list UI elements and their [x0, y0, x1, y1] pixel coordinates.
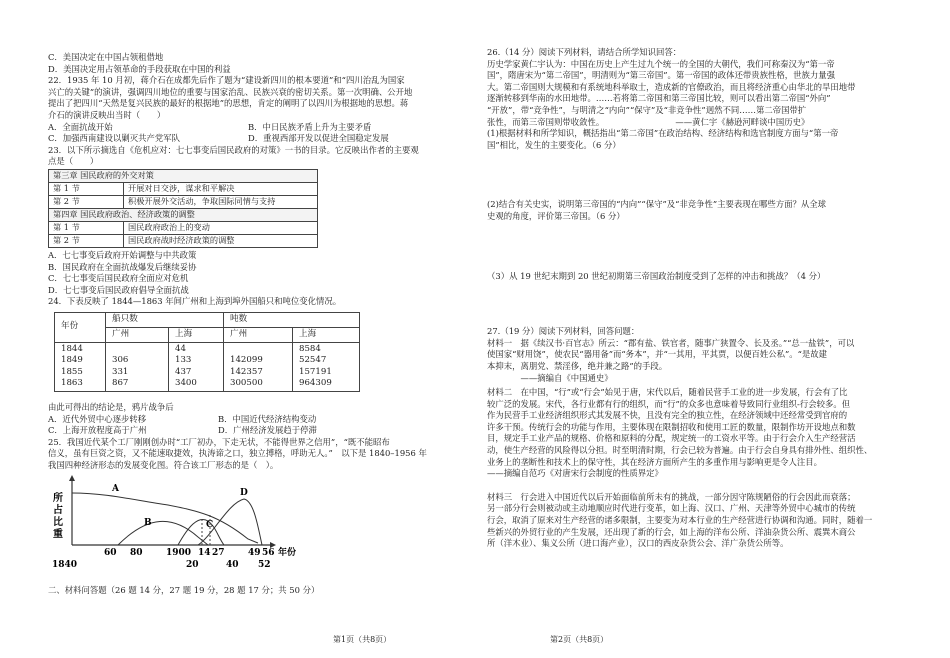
col-ships-header: 船只数 [106, 312, 224, 327]
x-tick: 1900 [166, 547, 192, 558]
m2-line: 目，规定手工业产品的规格、价格和原料的分配，规定统一的工资水平等。由于行会介入生产经营活 [487, 433, 856, 444]
m3-line: 材料三 行会进入中国近代以后开始面临前所未有的挑战，一部分因守陈规陋俗的行会因此而衰落； [487, 491, 856, 502]
sub-gz: 广州 [224, 327, 293, 342]
y-label-char: 比 [53, 516, 63, 528]
m1-line: 材料一 据《续汉书·百官志》所云：“郡有盐、铁官者，随事广狭置令、长及丞。”“总一盐铁”，可以 [487, 337, 855, 348]
section-2-title: 二、材料问答题（26 题 14 分，27 题 19 分，28 题 17 分；共 50 分） [48, 584, 320, 595]
q26-sub1: 国”相比，发生的主要变化。（6 分） [487, 139, 621, 150]
toc-cell: 国民政府战时经济政策的调整 [124, 234, 318, 247]
q24-conclusion: 由此可得出的结论是，鸦片战争后 [48, 402, 174, 412]
q24-stem: 24．下表反映了 1844—1863 年间广州和上海到埠外国船只和吨位变化情况。 [48, 296, 342, 307]
q26-material-line: 国”，隋唐宋为“第二帝国”，明清则为“第三帝国”。第一帝国的政体还带贵族性格，世族力量强 [487, 70, 836, 81]
q21-option-d: D．美国决定用占领革命的手段获取在中国的利益 [48, 63, 231, 74]
col-tons-header: 吨数 [224, 312, 360, 327]
x-tick: 27 [212, 547, 225, 558]
x-tick: 56 [262, 547, 275, 558]
x-tick: 14 [198, 547, 211, 558]
q26-material-line: 历史学家黄仁宇认为：中国在历史上产生过九个统一的全国的大朝代，我们可称秦汉为“第一帝 [487, 58, 835, 69]
q26-sub3: （3）从 19 世纪末期到 20 世纪初期第三帝国政治制度受到了怎样的冲击和挑战？（4 分） [487, 270, 826, 281]
q23-option-b: B．国民政府在全面抗战爆发后继续妥协 [48, 261, 197, 272]
m2-line: 业务上的垄断性和技术上的保守性，其在经济方面所产生的多重作用与影响更是令人注目。 [487, 456, 822, 467]
q21-option-c: C．美国决定在中国占领租借地 [48, 52, 164, 62]
sub-sh: 上海 [169, 327, 224, 342]
q26-material-line: 大。第二帝国则大规模和有系统地科举取士，造成新的官僚政治，而且将经济重心由华北的旱田地带 [487, 81, 856, 92]
col-year-header: 年份 [55, 312, 106, 342]
q22-options [48, 122, 453, 145]
y-label-char: 重 [53, 528, 63, 540]
series-label-c: C [206, 519, 214, 530]
m1-line: 使国家“财用饶”，使农民“器用备”而“务本”，并“一其用，平其贾，以便百姓公私”。“是故建 [487, 349, 828, 360]
q26-sub2: (2)结合有关史实，说明第三帝国的“内向”“保守”及“非竞争性”主要表现在哪些方面？从全球 [487, 199, 827, 210]
m3-line: 些新兴的外贸行业的产生发展，还出现了新的行会，如上海的洋布公所、洋油杂货公所、震巽木商公 [487, 526, 856, 537]
tons-gz-cell: 142099 142357 300500 [224, 342, 293, 391]
toc-cell: 第 2 节 [49, 195, 124, 208]
page-footer-left: 第1页（共8页） [333, 635, 392, 644]
series-label-b: B [144, 517, 152, 528]
m2-line: 许多干预。传统行会的功能与作用，主要体现在限制招收和使用工匠的数量，限制作坊开设地点和数 [487, 421, 856, 432]
m2-line: 作为民营手工业经济组织形式其发展不快，且没有完全的独立性，在经济领域中还经常受到官府的 [487, 410, 848, 421]
years-cell: 1844 1849 1855 1863 [55, 342, 106, 391]
q22-option-c: C．加强西南建设以剿灭共产党军队 [48, 133, 181, 144]
q26-material-line: 逐渐转移到华南的水田地带。……若将第二帝国和第三帝国比较，则可以看出第二帝国“外向” [487, 93, 831, 104]
toc-cell: 开展对日交涉，谋求和平解决 [124, 182, 318, 195]
x-tick: 80 [130, 547, 143, 558]
toc-cell: 第 2 节 [49, 234, 124, 247]
q22-stem-3: 提出了把四川“天然是复兴民族的最好的根据地”的思想，肯定的阐明了以四川为根据地的思想。蒋 [48, 98, 409, 109]
q22-option-d: D．重视西部开发以促进全国稳定发展 [248, 133, 389, 144]
q26-material-line: 张性，而第三帝国则带收敛性。 ——黄仁宇《赫逊河畔谈中国历史》 [487, 116, 810, 127]
tons-sh-cell: 8584 52547 157191 964309 [293, 342, 360, 391]
q22-option-b: B．中日民族矛盾上升为主要矛盾 [248, 121, 372, 132]
q22-stem-1: 22．1935 年 10 月初，蒋介石在成都先后作了题为“建设新四川的根本要道”和“四川治乱为国家 [48, 75, 405, 86]
q23-option-c: C．七七事变后国民政府全面应对危机 [48, 273, 189, 284]
curve-c [178, 519, 224, 545]
series-label-a: A [112, 483, 119, 494]
ships-sh-cell: 44 133 437 3400 [169, 342, 224, 391]
x-tick: 49 [248, 547, 261, 558]
m1-source: ——摘编自《中国通史》 [487, 372, 613, 383]
curve-b [118, 521, 208, 545]
q23-stem-1: 23．以下所示摘选自《危机应对：七七事变后国民政府的对策》一书的目录。它反映出作者的主要观 [48, 144, 419, 155]
m2-line: 材料二 在中国，“行”或“行会”始见于唐，宋代以后，随着民营手工业的进一步发展，行会有了比 [487, 387, 848, 398]
x-tick: 20 [186, 559, 199, 570]
toc-section: 第三章 国民政府的外交对策 [49, 169, 318, 182]
toc-cell: 第 1 节 [49, 182, 124, 195]
q26-material-line: “开放”，带“竞争性”，与明清之“内向”“保守”及“非竞争性”迥然不同……第二帝国带扩 [487, 104, 807, 115]
q24-option-c: C．上海开放程度高于广州 [48, 425, 147, 436]
right-column [487, 47, 889, 550]
shipping-table [54, 312, 360, 392]
q25-stem-1: 25．我国近代某个工厂刚刚创办时“工厂初办，下走无状，不能得世界之信用”，“既不能昭布 [48, 436, 390, 447]
m3-line: 另一部分行会则被动或主动地顺应时代进行变革，如上海、汉口、广州、天津等外贸中心城市的传统 [487, 503, 856, 514]
m3-line: 行会，取消了原来对生产经营的诸多限制，主要变为对本行业的生产经营进行协调和沟通。同时，随着一 [487, 515, 873, 526]
m3-line: 所（洋木业）、集义公所（进口海产业），汉口的西皮杂货公会、洋广杂货公所等。 [487, 538, 789, 549]
series-label-d: D [240, 487, 248, 498]
q23-option-d: D．七七事变后国民政府倡导全面抗战 [48, 284, 189, 295]
x-axis-label: 年份 [278, 547, 297, 558]
economy-graph [48, 475, 308, 571]
left-column [48, 52, 453, 596]
q27-head: 27.（19 分）阅读下列材料，回答问题： [487, 326, 640, 337]
m2-line: 较广泛的发展。宋代，各行业都有行的组织，而“行”的众多也意味着导致同行业组织-行会较多。但 [487, 398, 851, 409]
q25-stem-3: 我国四种经济形态的发展变化图。符合该工厂形态的是（ ）。 [48, 459, 279, 470]
m2-line: 动，使生产经营的风险得以分担。时至明清时期，行会已较为普遍。由于行会自身具有排外性、组织性、 [487, 445, 873, 456]
q26-sub1: (1)根据材料和所学知识，概括指出“第二帝国”在政治结构、经济结构和选官制度方面与“第一帝 [487, 128, 839, 139]
toc-cell: 国民政府政治上的变动 [124, 221, 318, 234]
q26-sub2: 史观的角度，评价第三帝国。（6 分） [487, 210, 625, 221]
toc-table [48, 169, 318, 248]
x-tick: 52 [258, 559, 271, 570]
q23-option-a: A．七七事变后政府开始调整与中共政策 [48, 249, 197, 260]
answer-space [487, 223, 889, 271]
toc-section: 第四章 国民政府政治、经济政策的调整 [49, 208, 318, 221]
toc-cell: 积极开展外交活动，争取国际同情与支持 [124, 195, 318, 208]
m2-source: ——摘编自范巧《对唐宋行会制度的性质界定》 [487, 468, 663, 479]
q26-head: 26.（14 分）阅读下列材料，请结合所学知识回答： [487, 47, 682, 57]
answer-space [487, 151, 889, 199]
sub-sh: 上海 [293, 327, 360, 342]
q24-option-a: A．近代外贸中心逐步转移 [48, 413, 147, 424]
y-label-char: 所 [53, 492, 63, 504]
q23-stem-2: 点是（ ） [48, 156, 99, 167]
answer-space [487, 282, 889, 326]
page-footer-right: 第2页（共8页） [550, 635, 609, 644]
x-tick: 60 [104, 547, 117, 558]
q24-options [48, 414, 453, 437]
curve-a [72, 493, 258, 543]
q22-stem-2: 兴亡的关键”的演讲，强调四川地位的重要与国家治乱、民族兴衰的密切关系。第一次明确、公开地 [48, 86, 413, 97]
y-label-char: 占 [53, 504, 63, 516]
q22-option-a: A．全面抗战开始 [48, 121, 113, 132]
sub-gz: 广州 [106, 327, 169, 342]
q22-stem-4: 介石的演讲反映出当时（ ） [48, 109, 166, 120]
q25-stem-2: 信义，虽有巨资之资，又不能速取捷效，执涛谛之口，独立搏格，呼助无人。” 以下是 1840–1956 年 [48, 448, 427, 459]
ships-gz-cell: 306 331 867 [106, 342, 169, 391]
q24-option-d: D．广州经济发展趋于停滞 [218, 425, 317, 436]
x-tick: 1840 [52, 559, 78, 570]
m1-line: 本抑末，离朋党、禁淫侈，绝并兼之路”的手段。 [487, 360, 668, 371]
x-tick: 40 [226, 559, 239, 570]
toc-cell: 第 1 节 [49, 221, 124, 234]
q24-option-b: B．中国近代经济结构变动 [218, 413, 317, 424]
